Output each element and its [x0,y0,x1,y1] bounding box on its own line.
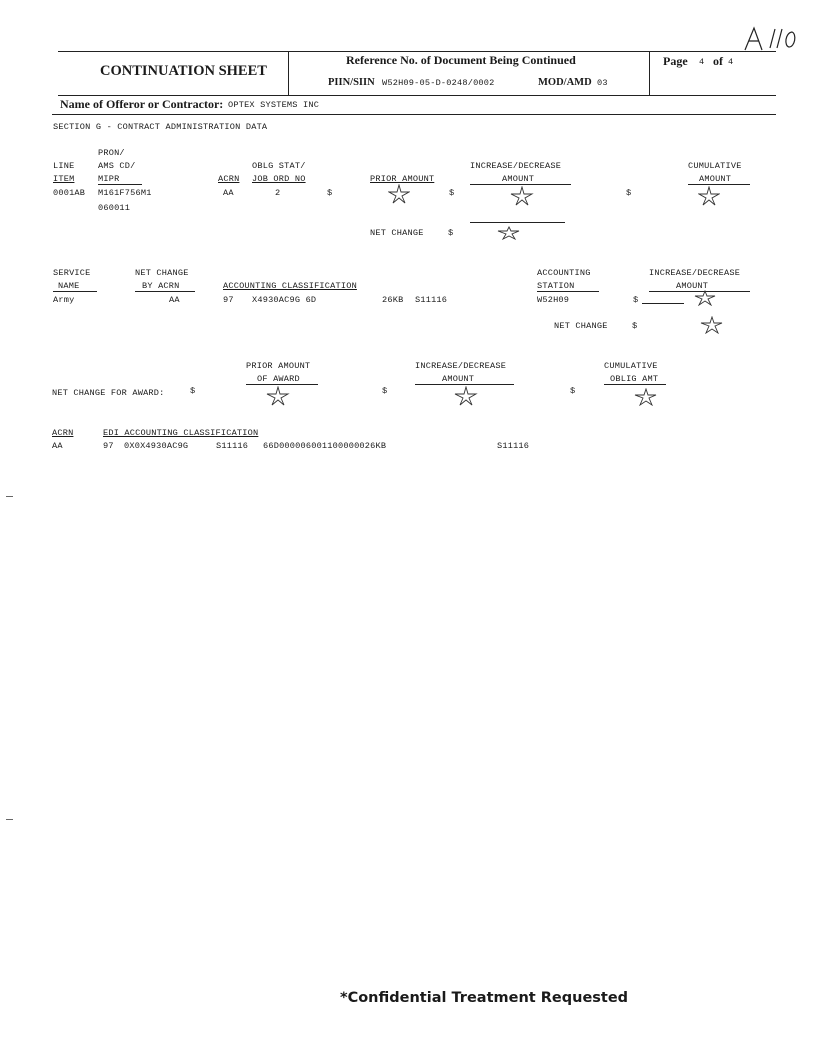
col-award-cum-underline [604,384,666,385]
net-change-rule [470,222,565,223]
svc-row-acct-4: S11116 [415,295,448,305]
header-bottom-rule [58,95,776,96]
page-of: of [713,54,723,68]
edi-row-c1: 97 [103,441,114,451]
svc-row-acct-1: 97 [223,295,234,305]
col-award-cum-2: OBLIG AMT [610,374,659,384]
section-title: SECTION G - CONTRACT ADMINISTRATION DATA [53,122,268,132]
award-label: NET CHANGE FOR AWARD: [52,388,165,398]
col-incr-2: AMOUNT [502,174,535,184]
col-acct: ACCOUNTING CLASSIFICATION [223,281,357,291]
col-oblg-2: JOB ORD NO [252,174,306,184]
award-dollar-3: $ [570,386,576,396]
row-dollar-3: $ [626,188,632,198]
row-acrn: AA [223,188,234,198]
row-item: 0001AB [53,188,86,198]
net-change-label: NET CHANGE [370,228,424,238]
award-dollar-1: $ [190,386,196,396]
piin-value: W52H09-05-D-0248/0002 [382,78,495,88]
col-pron-1: PRON/ [98,148,125,158]
col-pron-underline [98,184,142,185]
offeror-label: Name of Offeror or Contractor: [60,97,224,111]
header-divider-2 [649,51,650,95]
col-prior: PRIOR AMOUNT [370,174,435,184]
svc-net-change-dollar: $ [632,321,638,331]
mod-value: 03 [597,78,608,88]
col-service-1: SERVICE [53,268,91,278]
col-net-underline [135,291,195,292]
col-net-1: NET CHANGE [135,268,189,278]
col-incr-1: INCREASE/DECREASE [470,161,562,171]
svc-row-dollar: $ [633,295,639,305]
col-cum-underline [688,184,750,185]
svc-row-amount-rule [642,303,684,304]
svc-row-service: Army [53,295,75,305]
header-top-rule [58,51,776,52]
col-line-1: LINE [53,161,75,171]
col-service-2: NAME [58,281,80,291]
award-dollar-2: $ [382,386,388,396]
col-edi-classification: EDI ACCOUNTING CLASSIFICATION [103,428,259,438]
edi-row-c4: 66D000006001100000026KB [263,441,387,451]
svc-row-station: W52H09 [537,295,570,305]
row-mipr-2: 060011 [98,203,131,213]
redaction-mark-icon [497,226,521,240]
redaction-mark-icon [266,386,290,406]
redaction-mark-icon [694,290,716,306]
col-cum-2: AMOUNT [699,174,732,184]
col-edi-acrn: ACRN [52,428,74,438]
scan-edge-mark [6,496,13,497]
col-svc-incr-1: INCREASE/DECREASE [649,268,741,278]
edi-row-c3: S11116 [216,441,249,451]
col-station-underline [537,291,599,292]
redaction-mark-icon [698,186,720,208]
col-line-2: ITEM [53,174,75,184]
redaction-mark-icon [388,184,410,204]
col-pron-2: AMS CD/ [98,161,136,171]
col-acrn: ACRN [218,174,240,184]
page-label: Page [663,54,688,68]
sheet-title: CONTINUATION SHEET [100,63,267,79]
piin-label: PIIN/SIIN [328,77,375,88]
col-award-prior-2: OF AWARD [257,374,300,384]
edi-row-c2: 0X0X4930AC9G [124,441,189,451]
col-net-2: BY ACRN [142,281,180,291]
svc-row-acrn: AA [169,295,180,305]
reference-heading: Reference No. of Document Being Continued [346,53,576,67]
col-station-2: STATION [537,281,575,291]
col-svc-incr-2: AMOUNT [676,281,709,291]
col-award-cum-1: CUMULATIVE [604,361,658,371]
net-change-dollar: $ [448,228,454,238]
offeror-bottom-rule [52,114,776,115]
handwritten-tag [742,24,802,54]
offeror-value: OPTEX SYSTEMS INC [228,100,320,110]
edi-row-c5: S11116 [497,441,530,451]
row-dollar-2: $ [449,188,455,198]
scan-edge-mark [6,819,13,820]
svc-row-acct-2: X4930AC9G 6D [252,295,317,305]
page-number: 4 [699,57,705,67]
row-oblg: 2 [275,188,281,198]
col-pron-3: MIPR [98,174,120,184]
col-station-1: ACCOUNTING [537,268,591,278]
col-award-prior-underline [246,384,318,385]
svc-net-change-label: NET CHANGE [554,321,608,331]
col-incr-underline [470,184,571,185]
confidential-footer: *Confidential Treatment Requested [340,990,629,1006]
redaction-mark-icon [700,316,724,334]
redaction-mark-icon [634,388,658,406]
col-award-prior-1: PRIOR AMOUNT [246,361,311,371]
redaction-mark-icon [454,386,478,406]
col-award-incr-underline [415,384,514,385]
col-oblg-1: OBLG STAT/ [252,161,306,171]
svc-row-acct-3: 26KB [382,295,404,305]
row-mipr-1: M161F756M1 [98,188,152,198]
col-award-incr-2: AMOUNT [442,374,475,384]
mod-label: MOD/AMD [538,77,592,88]
col-service-underline [53,291,97,292]
header-divider-1 [288,51,289,95]
col-cum-1: CUMULATIVE [688,161,742,171]
row-dollar-1: $ [327,188,333,198]
col-award-incr-1: INCREASE/DECREASE [415,361,507,371]
edi-row-acrn: AA [52,441,63,451]
page-total: 4 [728,57,734,67]
redaction-mark-icon [510,186,534,206]
